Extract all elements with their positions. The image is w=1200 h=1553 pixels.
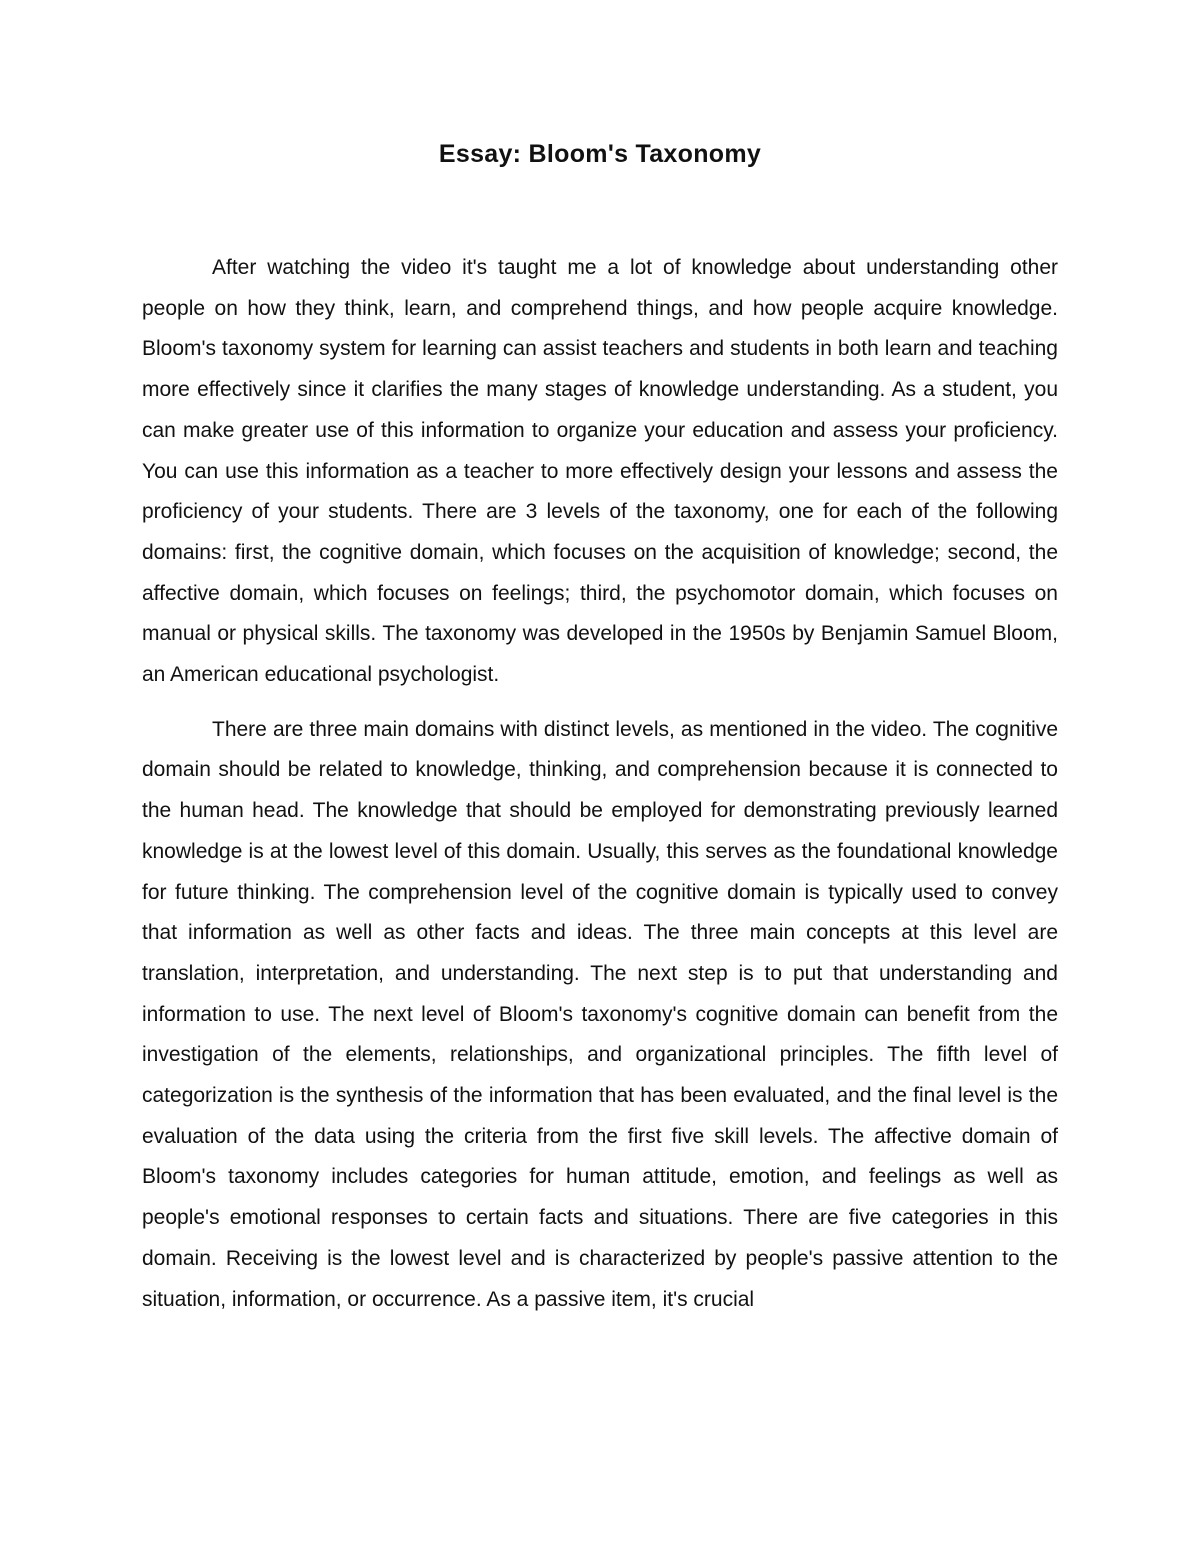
- essay-title: Essay: Bloom's Taxonomy: [438, 140, 762, 168]
- paragraph-2: There are three main domains with distinct levels, as mentioned in the video. The cognitive domain should be related to knowledge, thinking, and comprehension because it is connected to the human head. The knowledge that should be employed for demonstrating previously learned knowledge is at the lowest level of this domain. Usually, this serves as the foundational knowledge for future thinking. The comprehension level of the cognitive domain is typically used to convey that information as well as other facts and ideas. The three main concepts at this level are translation, interpretation, and understanding. The next step is to put that understanding and information to use. The next level of Bloom's taxonomy's cognitive domain can benefit from the investigation of the elements, relationships, and organizational principles. The fifth level of categorization is the synthesis of the information that has been evaluated, and the final level is the evaluation of the data using the criteria from the first five skill levels. The affective domain of Bloom's taxonomy includes categories for human attitude, emotion, and feelings as well as people's emotional responses to certain facts and situations. There are five categories in this domain. Receiving is the lowest level and is characterized by people's passive attention to the situation, information, or occurrence. As a passive item, it's crucial: [142, 717, 1058, 1311]
- paragraph-1: After watching the video it's taught me a lot of knowledge about understanding other people on how they think, learn, and comprehend things, and how people acquire knowledge. Bloom's taxonomy system for learning can assist teachers and students in both learn and teaching more effectively since it clarifies the many stages of knowledge understanding. As a student, you can make greater use of this information to organize your education and assess your proficiency. You can use this information as a teacher to more effectively design your lessons and assess the proficiency of your students. There are 3 levels of the taxonomy, one for each of the following domains: first, the cognitive domain, which focuses on the acquisition of knowledge; second, the affective domain, which focuses on feelings; third, the psychomotor domain, which focuses on manual or physical skills. The taxonomy was developed in the 1950s by Benjamin Samuel Bloom, an American educational psychologist.: [142, 256, 1058, 687]
- essay-body: [142, 248, 1058, 1334]
